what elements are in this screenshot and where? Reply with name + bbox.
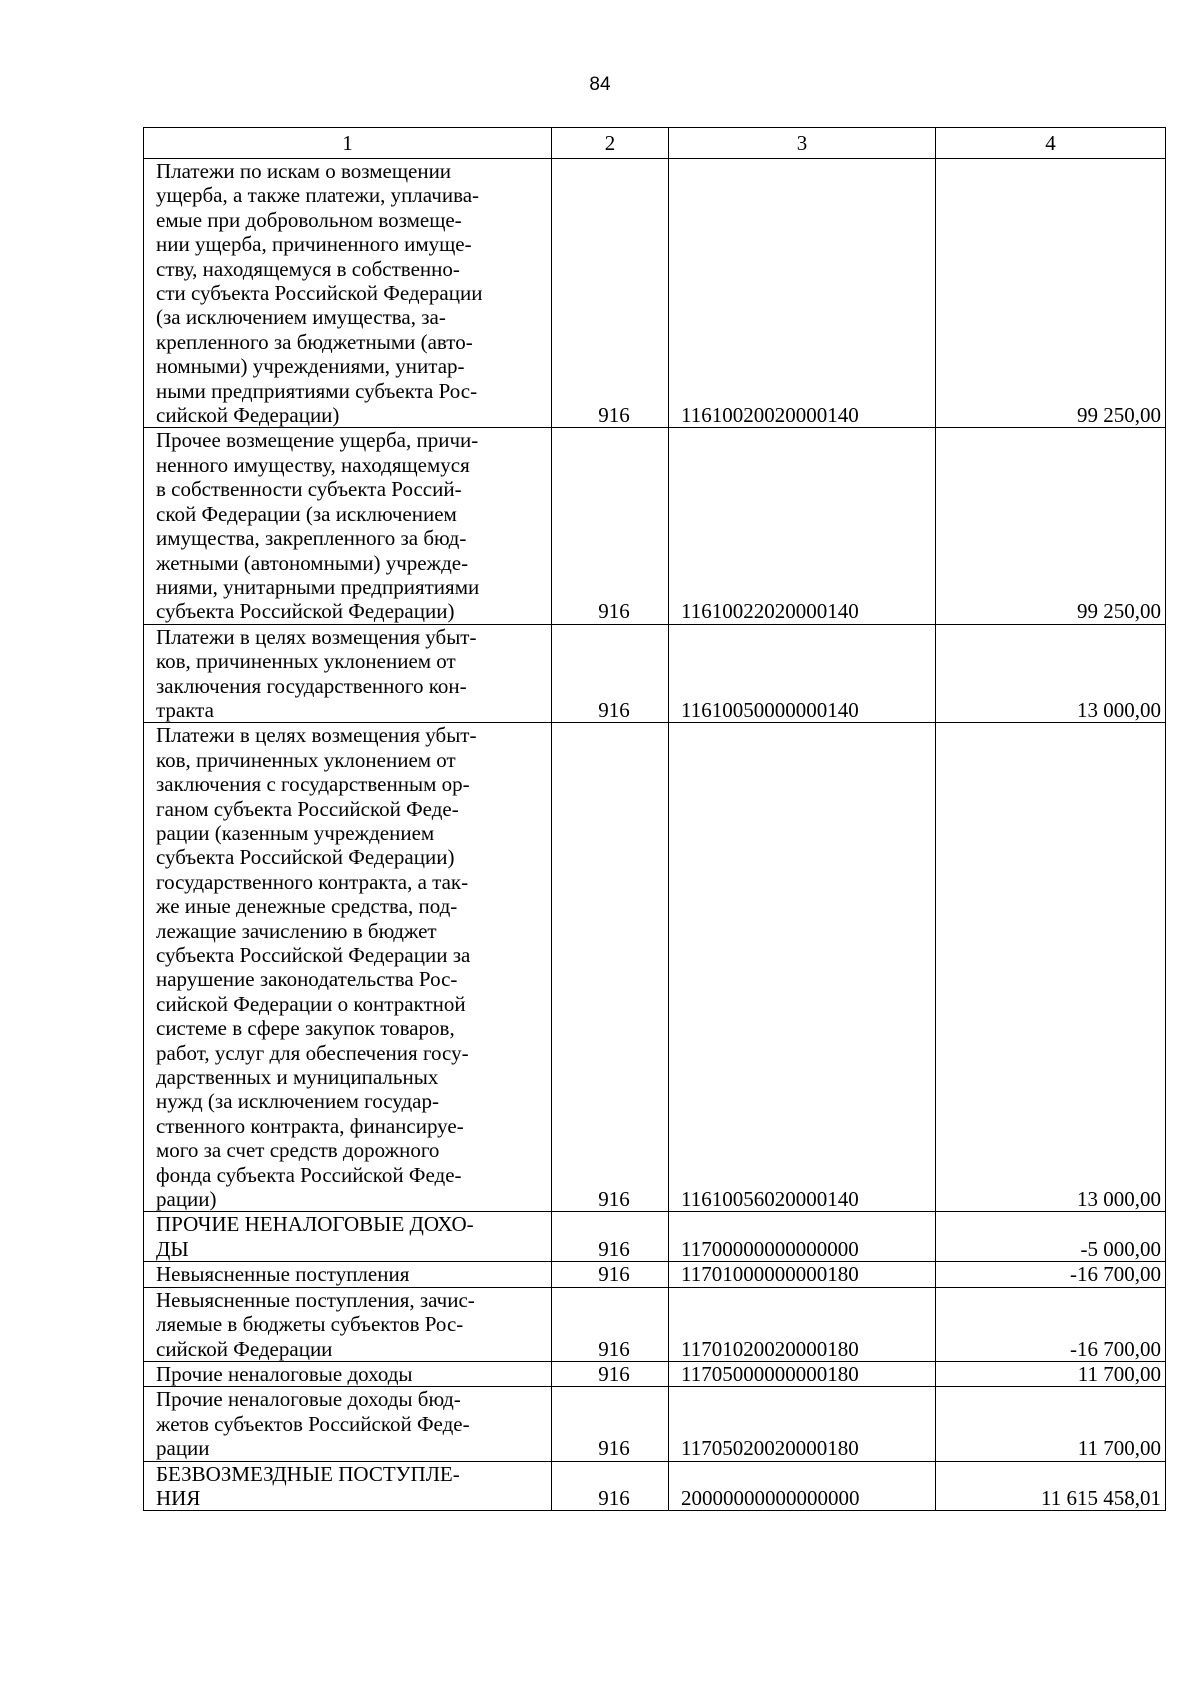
income-name-line: работ, услуг для обеспечения госу- bbox=[156, 1040, 469, 1065]
income-name-line: Прочие неналоговые доходы бюд- bbox=[156, 1387, 461, 1412]
column-number-3: 3 bbox=[669, 128, 936, 159]
income-name-line: сти субъекта Российской Федерации bbox=[156, 281, 483, 306]
income-name-line: емые при добровольном возмеще- bbox=[156, 207, 462, 232]
admin-code-cell: 916 bbox=[552, 428, 669, 624]
budget-classification-code-cell: 11705000000000180 bbox=[669, 1361, 936, 1386]
admin-code-cell: 916 bbox=[552, 1212, 669, 1262]
admin-code-cell: 916 bbox=[552, 1387, 669, 1461]
income-name-line: ниями, унитарными предприятиями bbox=[156, 574, 480, 599]
income-name-line: рации) bbox=[156, 1187, 217, 1212]
amount-cell: 99 250,00 bbox=[936, 159, 1166, 428]
table-row bbox=[144, 1287, 1166, 1361]
amount-cell: 11 700,00 bbox=[936, 1361, 1166, 1386]
income-name-line: номными) учреждениями, унитар- bbox=[156, 354, 465, 379]
budget-classification-code-cell: 11700000000000000 bbox=[669, 1212, 936, 1262]
income-name-line: Невыясненные поступления bbox=[156, 1262, 410, 1287]
amount-cell: -16 700,00 bbox=[936, 1262, 1166, 1287]
income-name-line: рации bbox=[156, 1436, 210, 1461]
table-row bbox=[144, 1361, 1166, 1386]
table-row bbox=[144, 1262, 1166, 1287]
income-name-line: заключения с государственным ор- bbox=[156, 772, 470, 797]
income-name-line: БЕЗВОЗМЕЗДНЫЕ ПОСТУПЛЕ- bbox=[156, 1461, 460, 1486]
table-row bbox=[144, 624, 1166, 723]
budget-classification-code-cell: 11701020020000180 bbox=[669, 1287, 936, 1361]
income-name-line: нии ущерба, причиненного имуще- bbox=[156, 232, 472, 257]
income-name-line: ков, причиненных уклонением от bbox=[156, 747, 456, 772]
budget-classification-code-cell: 11610022020000140 bbox=[669, 428, 936, 624]
budget-classification-code-cell: 11701000000000180 bbox=[669, 1262, 936, 1287]
admin-code-cell: 916 bbox=[552, 159, 669, 428]
income-name-line: заключения государственного кон- bbox=[156, 673, 467, 698]
table-row bbox=[144, 159, 1166, 428]
income-name-line: тракта bbox=[156, 697, 214, 722]
income-name-line: (за исключением имущества, за- bbox=[156, 305, 446, 330]
income-name-line: ными предприятиями субъекта Рос- bbox=[156, 378, 478, 403]
budget-classification-code-cell: 11705020020000180 bbox=[669, 1387, 936, 1461]
income-name-line: Платежи в целях возмещения убыт- bbox=[156, 624, 477, 649]
income-name-line: нарушение законодательства Рос- bbox=[156, 967, 458, 992]
table-row bbox=[144, 428, 1166, 624]
income-name-line: Прочие неналоговые доходы bbox=[156, 1361, 413, 1386]
income-name-line: сийской Федерации о контрактной bbox=[156, 991, 466, 1016]
amount-cell: 99 250,00 bbox=[936, 428, 1166, 624]
income-name-line: фонда субъекта Российской Феде- bbox=[156, 1162, 462, 1187]
income-name-line: жетов субъектов Российской Феде- bbox=[156, 1411, 470, 1436]
income-name-cell bbox=[144, 159, 552, 428]
admin-code-cell: 916 bbox=[552, 723, 669, 1212]
income-name-line: рации (казенным учреждением bbox=[156, 820, 435, 845]
income-name-line: лежащие зачислению в бюджет bbox=[156, 918, 437, 943]
table-row bbox=[144, 1212, 1166, 1262]
income-name-cell bbox=[144, 624, 552, 723]
column-number-row bbox=[144, 128, 1166, 159]
amount-cell: -5 000,00 bbox=[936, 1212, 1166, 1262]
income-name-cell bbox=[144, 1262, 552, 1287]
budget-classification-code-cell: 11610020020000140 bbox=[669, 159, 936, 428]
page-number: 84 bbox=[589, 74, 611, 95]
amount-cell: 13 000,00 bbox=[936, 624, 1166, 723]
income-name-line: сийской Федерации) bbox=[156, 403, 340, 428]
income-name-line: НИЯ bbox=[156, 1485, 201, 1510]
income-name-line: в собственности субъекта Россий- bbox=[156, 477, 462, 502]
income-name-line: ству, находящемуся в собственно- bbox=[156, 256, 460, 281]
income-name-cell bbox=[144, 1287, 552, 1361]
income-name-line: субъекта Российской Федерации) bbox=[156, 599, 455, 624]
income-name-line: субъекта Российской Федерации) bbox=[156, 845, 455, 870]
income-name-line: нужд (за исключением государ- bbox=[156, 1089, 439, 1114]
income-name-line: Невыясненные поступления, зачис- bbox=[156, 1287, 475, 1312]
table-row bbox=[144, 1461, 1166, 1511]
column-number-1: 1 bbox=[144, 128, 552, 159]
income-name-cell bbox=[144, 1361, 552, 1386]
income-name-cell bbox=[144, 1387, 552, 1461]
admin-code-cell: 916 bbox=[552, 1461, 669, 1511]
income-name-line: ПРОЧИЕ НЕНАЛОГОВЫЕ ДОХО- bbox=[156, 1212, 474, 1237]
amount-cell: 13 000,00 bbox=[936, 723, 1166, 1212]
admin-code-cell: 916 bbox=[552, 624, 669, 723]
income-name-line: системе в сфере закупок товаров, bbox=[156, 1016, 455, 1041]
income-name-cell bbox=[144, 1461, 552, 1511]
income-name-line: имущества, закрепленного за бюд- bbox=[156, 526, 467, 551]
income-name-line: государственного контракта, а так- bbox=[156, 869, 469, 894]
budget-table bbox=[143, 127, 1166, 1511]
budget-classification-code-cell: 11610056020000140 bbox=[669, 723, 936, 1212]
income-name-line: ущерба, а также платежи, уплачива- bbox=[156, 183, 480, 208]
income-name-line: дарственных и муниципальных bbox=[156, 1065, 439, 1090]
income-name-line: ганом субъекта Российской Феде- bbox=[156, 796, 459, 821]
income-name-line: ственного контракта, финансируе- bbox=[156, 1113, 464, 1138]
income-name-line: крепленного за бюджетными (авто- bbox=[156, 329, 473, 354]
column-number-4: 4 bbox=[936, 128, 1166, 159]
table-row bbox=[144, 1387, 1166, 1461]
amount-cell: -16 700,00 bbox=[936, 1287, 1166, 1361]
amount-cell: 11 615 458,01 bbox=[936, 1461, 1166, 1511]
income-name-line: субъекта Российской Федерации за bbox=[156, 943, 471, 967]
admin-code-cell: 916 bbox=[552, 1361, 669, 1386]
table-row bbox=[144, 723, 1166, 1212]
budget-classification-code-cell: 20000000000000000 bbox=[669, 1461, 936, 1511]
income-name-line: ляемые в бюджеты субъектов Рос- bbox=[156, 1312, 464, 1337]
income-name-line: мого за счет средств дорожного bbox=[156, 1138, 440, 1163]
income-name-line: ненного имуществу, находящемуся bbox=[156, 452, 470, 477]
income-name-line: ков, причиненных уклонением от bbox=[156, 649, 456, 674]
income-name-line: сийской Федерации bbox=[156, 1336, 333, 1361]
admin-code-cell: 916 bbox=[552, 1287, 669, 1361]
income-name-line: ской Федерации (за исключением bbox=[156, 501, 457, 526]
amount-cell: 11 700,00 bbox=[936, 1387, 1166, 1461]
income-name-cell bbox=[144, 1212, 552, 1262]
income-name-line: же иные денежные средства, под- bbox=[156, 894, 458, 919]
table-body bbox=[144, 159, 1166, 1511]
income-name-line: ДЫ bbox=[156, 1236, 189, 1261]
income-name-line: Прочее возмещение ущерба, причи- bbox=[156, 428, 479, 453]
income-name-line: Платежи в целях возмещения убыт- bbox=[156, 723, 477, 748]
income-name-line: жетными (автономными) учрежде- bbox=[156, 550, 469, 575]
budget-classification-code-cell: 11610050000000140 bbox=[669, 624, 936, 723]
income-name-cell bbox=[144, 428, 552, 624]
income-name-cell bbox=[144, 723, 552, 1212]
admin-code-cell: 916 bbox=[552, 1262, 669, 1287]
column-number-2: 2 bbox=[552, 128, 669, 159]
income-name-line: Платежи по искам о возмещении bbox=[156, 159, 452, 183]
